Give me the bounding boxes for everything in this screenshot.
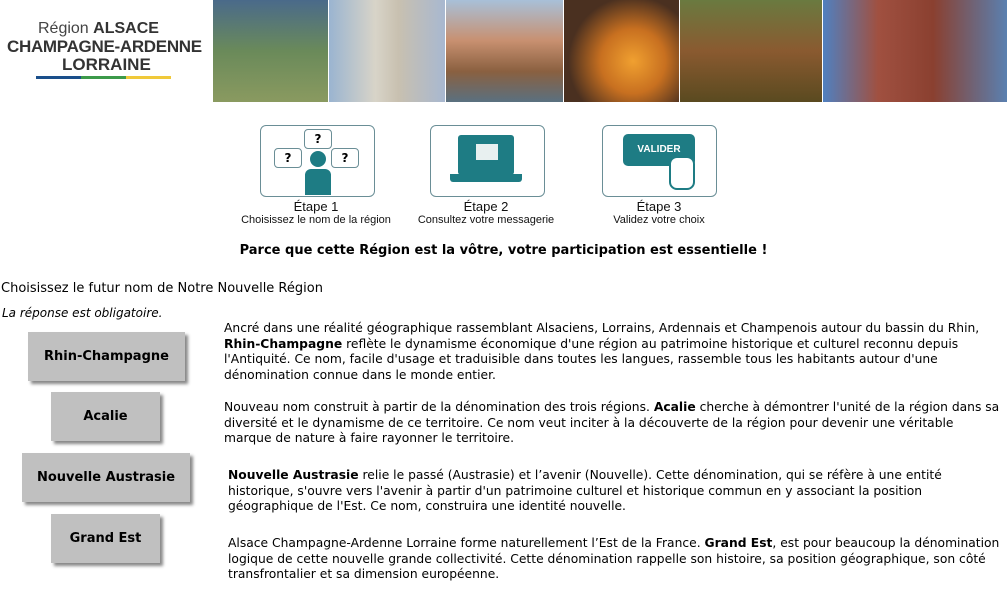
valider-graphic: VALIDER [623, 134, 695, 166]
step-1-label: Étape 1 Choisissez le nom de la région [241, 199, 391, 226]
required-note: La réponse est obligatoire. [2, 306, 163, 320]
step-3-icon [602, 125, 717, 197]
hand-icon [669, 156, 695, 190]
logo-bar [126, 76, 171, 79]
logo-text: CHAMPAGNE-ARDENNE [7, 37, 202, 56]
step-3-label: Étape 3 Validez votre choix [613, 199, 705, 226]
question-title: Choisissez le futur nom de Notre Nouvelle Région [1, 281, 323, 296]
photo-vineyard [680, 0, 822, 102]
option-acalie-button[interactable]: Acalie [51, 392, 160, 441]
photo-cathedral [329, 0, 445, 102]
option-description: Nouvelle Austrasie relie le passé (Austrasie) et l’avenir (Nouvelle). Cette dénomination, qui se réfère à une entité historique, s'ouvre vers l'avenir à partir d'un patrimoine culturel et historique commun en y associant la position géographique de l'Est. Ce nom, construira une identité nouvelle. [228, 468, 942, 513]
logo-text: ALSACE [93, 20, 159, 37]
photo-houses [446, 0, 563, 102]
photo-balloons [213, 0, 328, 102]
step-1-icon: ? ? ? [260, 125, 375, 197]
option-nouvelle-austrasie-button[interactable]: Nouvelle Austrasie [22, 453, 190, 502]
option-description: Ancré dans une réalité géographique rassemblant Alsaciens, Lorrains, Ardennais et Champenois autour du bassin du Rhin, Rhin-Champagne reflète le dynamisme économique d'une région au patrimoine historique et culturel reconnu depuis l'Antiquité. Ce nom, facile d'usage et traduisible dans toutes les langues, rassemble tous les habitants autour d'une dénomination connue dans le monde entier. [224, 321, 980, 382]
region-logo [0, 0, 213, 102]
photo-cathedral-red [823, 0, 1007, 102]
option-rhin-champagne-button[interactable]: Rhin-Champagne [28, 332, 185, 381]
option-description: Alsace Champagne-Ardenne Lorraine forme naturellement l’Est de la France. Grand Est, est pour beaucoup la dénomination logique de cette nouvelle grande collectivité. Cette dénomination rappelle son histoire, sa position géographique, son côté transfrontalier et sa dimension européenne. [228, 536, 1000, 581]
logo-text: LORRAINE [62, 55, 151, 74]
step-2-icon [430, 125, 545, 197]
photo-plums [564, 0, 679, 102]
logo-bar [81, 76, 126, 79]
tagline: Parce que cette Région est la vôtre, votre participation est essentielle ! [239, 243, 768, 258]
step-2-label: Étape 2 Consultez votre messagerie [417, 199, 555, 226]
option-description: Nouveau nom construit à partir de la dénomination des trois régions. Acalie cherche à démontrer l'unité de la région dans sa diversité et le dynamisme de ce territoire. Ce nom veut inciter à la découverte de la région pour devenir une véritable marque de nature à faire rayonner le territoire. [224, 400, 1000, 445]
logo-text: Région [38, 20, 89, 37]
option-grand-est-button[interactable]: Grand Est [51, 514, 160, 563]
logo-bar [36, 76, 81, 79]
